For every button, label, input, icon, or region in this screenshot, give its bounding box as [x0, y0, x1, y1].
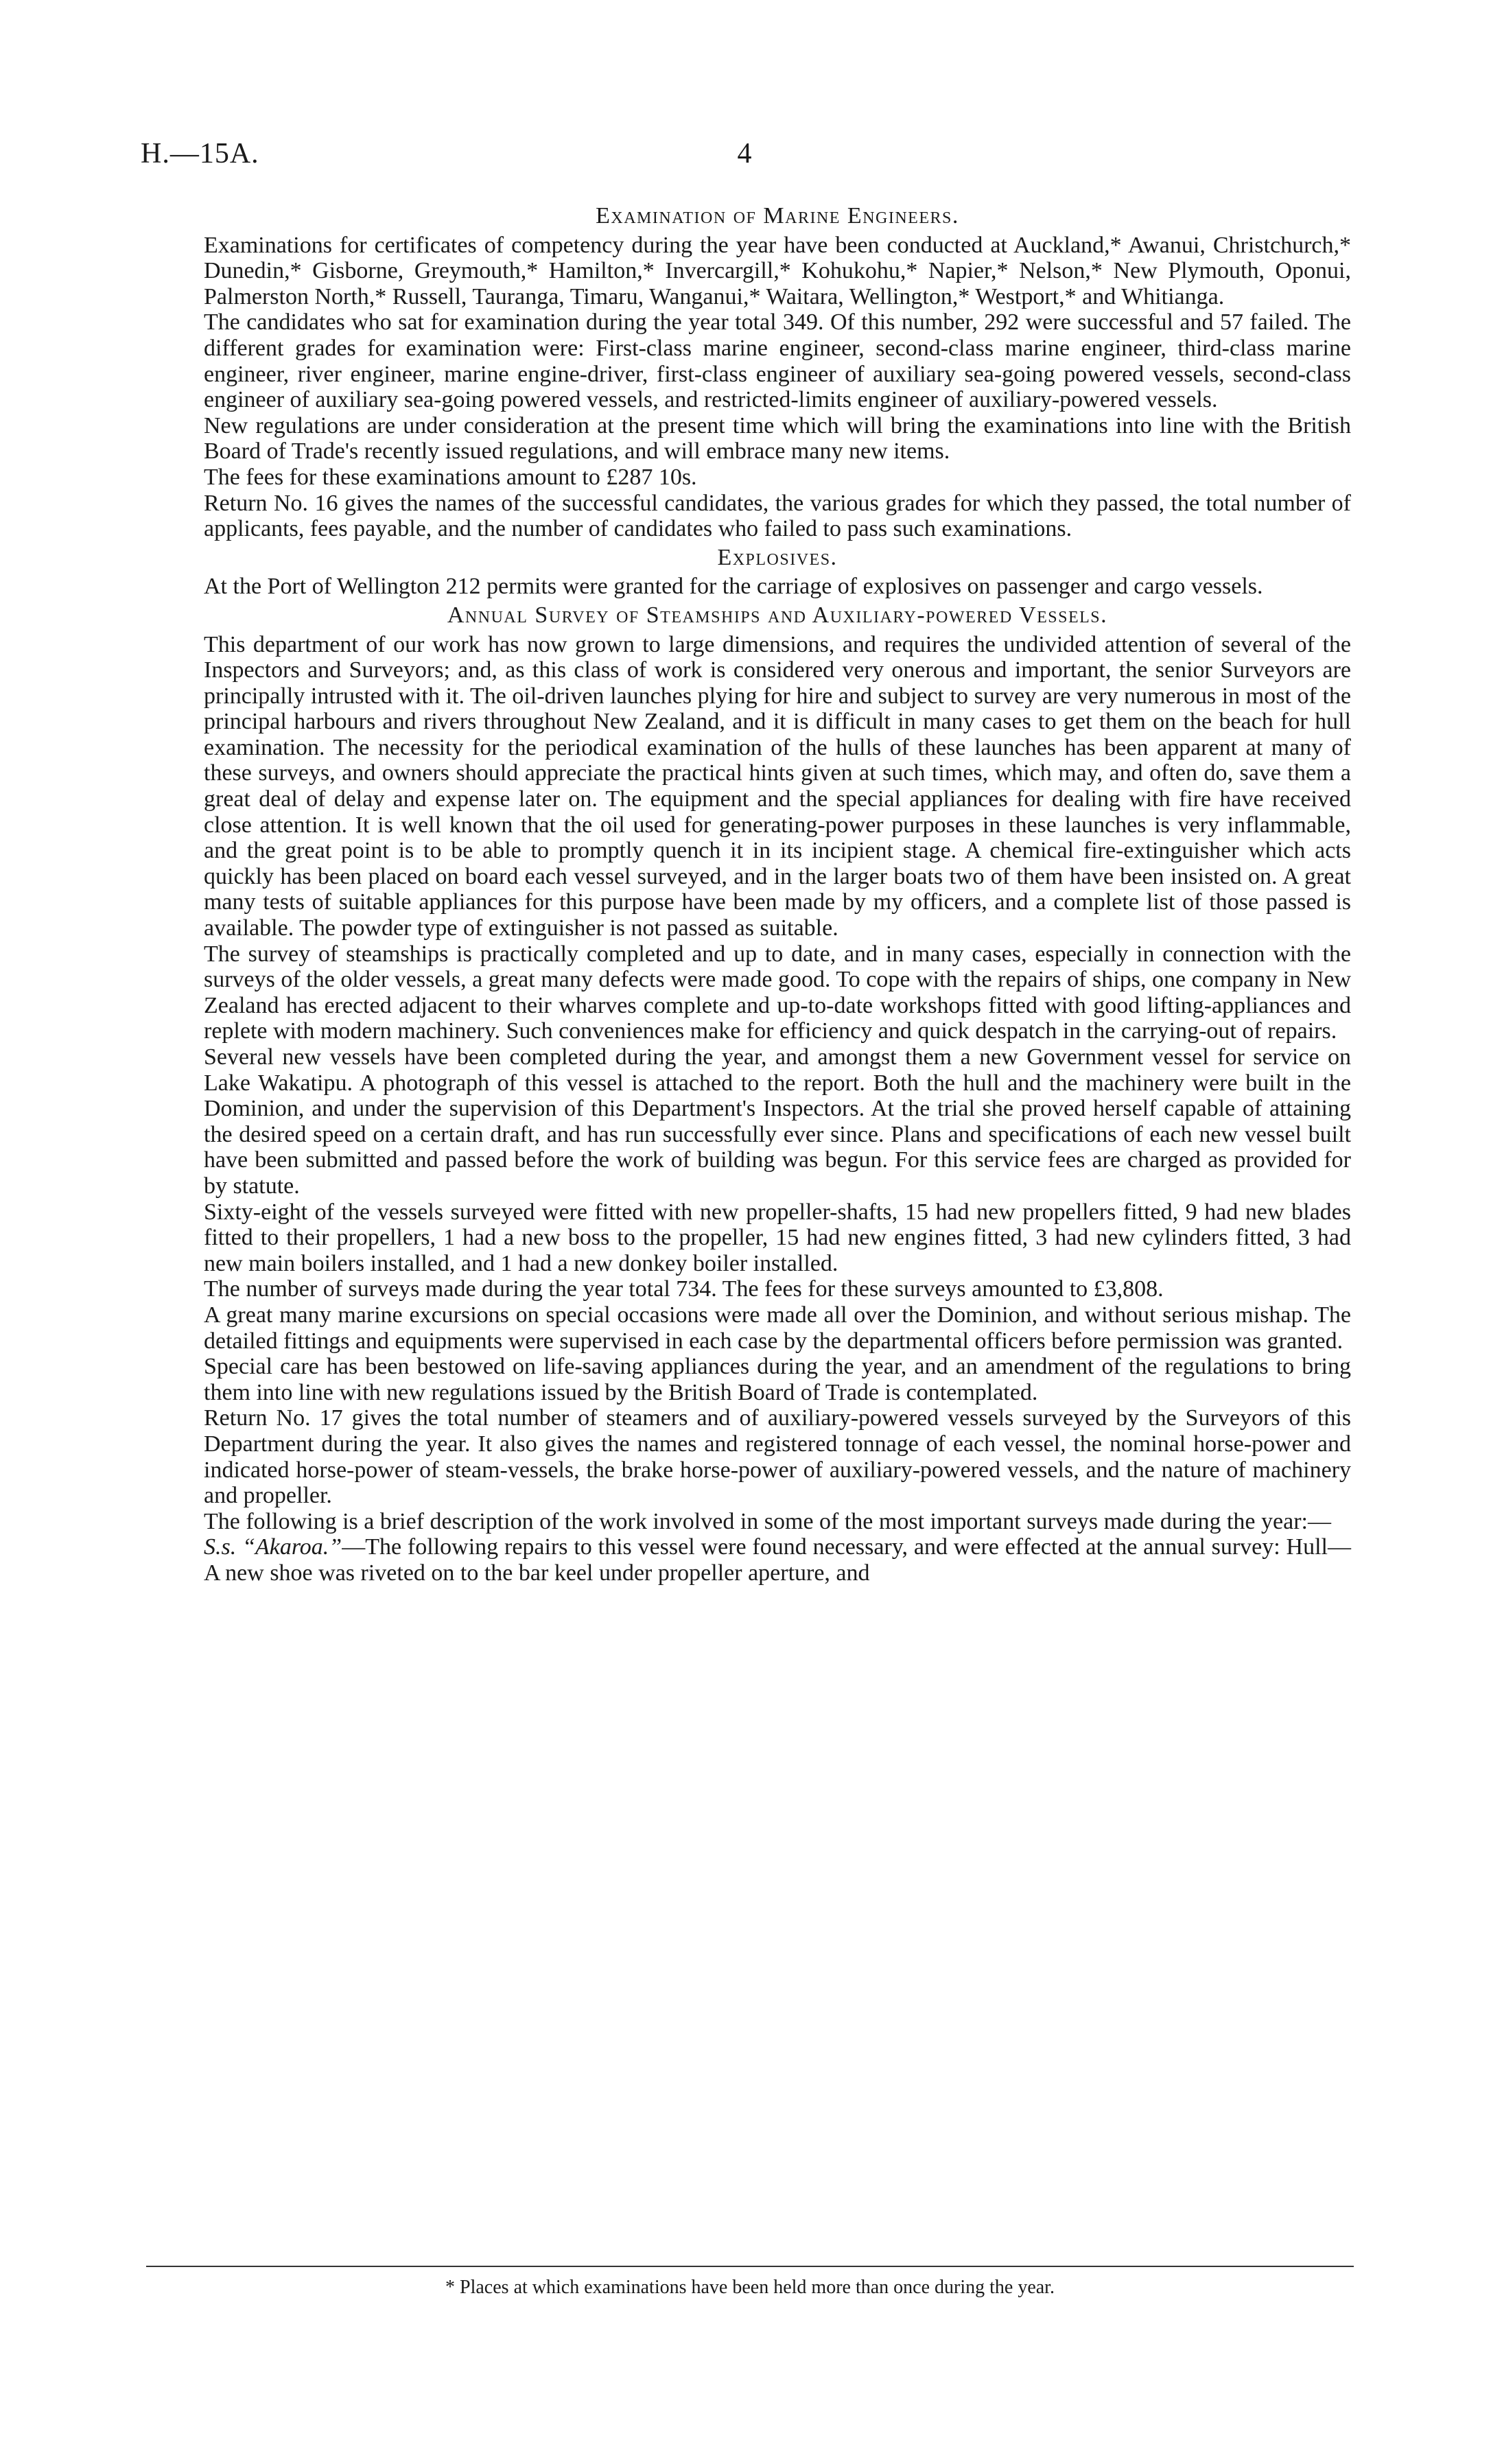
paragraph: Several new vessels have been completed during the year, and amongst them a new Government vessel for service on Lake Wakatipu. A photograph of this vessel is attached to the report. Both the hull and the machinery were built in the Dominion, and under the supervision of this Department's Inspectors. At the trial she proved herself capable of attaining the desired speed on a certain draft, and has run successfully ever since. Plans and specifications of each new vessel built have been submitted and passed before the work of building was begun. For this service fees are charged as provided for by statute.	[204, 1044, 1351, 1199]
paragraph: Examinations for certificates of competency during the year have been conducted at Auckland,* Awanui, Christchurch,* Dunedin,* Gisborne, Greymouth,* Hamilton,* Invercargill,* Kohukohu,* Napier,* Nelson,* New Plymouth, Oponui, Palmerston North,* Russell, Tauranga, Timaru, Wanganui,* Waitara, Wellington,* Westport,* and Whitianga.	[204, 232, 1351, 309]
paragraph	[204, 1534, 1351, 1586]
paragraph: Return No. 17 gives the total number of steamers and of auxiliary-powered vessels surveyed by the Surveyors of this Department during the year. It also gives the names and registered tonnage of each vessel, the nominal horse-power and indicated horse-power of steam-vessels, the brake horse-power of auxiliary-powered vessels, and the nature of machinery and propeller.	[204, 1405, 1351, 1509]
paragraph: The fees for these examinations amount to £287 10s.	[204, 464, 697, 490]
page-header	[141, 137, 1348, 178]
heading-marine-engineers: Examination of Marine Engineers.	[596, 203, 959, 228]
paragraph: The following is a brief description of the work involved in some of the most important surveys made during the year:—	[204, 1508, 1331, 1534]
paragraph: The number of surveys made during the year total 734. The fees for these surveys amounted to £3,808.	[204, 1276, 1164, 1302]
paragraph: The survey of steamships is practically completed and up to date, and in many cases, especially in connection with the surveys of the older vessels, a great many defects were made good. To cope with the repairs of ships, one company in New Zealand has erected adjacent to their wharves complete and up-to-date workshops fitted with good lifting-appliances and replete with modern machinery. Such conveniences make for efficiency and quick despatch in the carrying-out of repairs.	[204, 941, 1351, 1044]
heading-explosives: Explosives.	[717, 544, 838, 570]
paragraph-text: —The following repairs to this vessel were found necessary, and were effected at the annual survey: Hull—A new shoe was riveted on to the bar keel under propeller aperture, and	[204, 1534, 1351, 1586]
heading-annual-survey: Annual Survey of Steamships and Auxiliary-powered Vessels.	[447, 602, 1108, 628]
page-content	[204, 200, 1351, 1586]
paragraph: This department of our work has now grown to large dimensions, and requires the undivided attention of several of the Inspectors and Surveyors; and, as this class of work is considered very onerous and important, the senior Surveyors are principally intrusted with it. The oil-driven launches plying for hire and subject to survey are very numerous in most of the principal harbours and rivers throughout New Zealand, and it is difficult in many cases to get them on the beach for hull examination. The necessity for the periodical examination of the hulls of these launches has been apparent at many of these surveys, and owners should appreciate the practical hints given at such times, which may, and often do, save them a great deal of delay and expense later on. The equipment and the special appliances for dealing with fire have received close attention. It is well known that the oil used for generating-power purposes in these launches is very inflammable, and the great point is to be able to promptly quench it in its incipient stage. A chemical fire-extinguisher which acts quickly has been placed on board each vessel surveyed, and in the larger boats two of them have been insisted on. A great many tests of suitable appliances for this purpose have been made by my officers, and a complete list of those passed is available. The powder type of extinguisher is not passed as suitable.	[204, 631, 1351, 941]
paragraph: New regulations are under consideration at the present time which will bring the examinations into line with the British Board of Trade's recently issued regulations, and will embrace many new items.	[204, 412, 1351, 465]
page-number: 4	[737, 138, 752, 169]
paragraph: A great many marine excursions on special occasions were made all over the Dominion, and without serious mishap. The detailed fittings and equipments were supervised in each case by the departmental officers before permission was granted.	[204, 1302, 1351, 1354]
vessel-name: S.s. “Akaroa.”	[204, 1534, 342, 1560]
report-reference: H.—15A.	[141, 138, 259, 169]
paragraph: Return No. 16 gives the names of the successful candidates, the various grades for which they passed, the total number of applicants, fees payable, and the number of candidates who failed to pass such examinations.	[204, 490, 1351, 542]
paragraph: Sixty-eight of the vessels surveyed were fitted with new propeller-shafts, 15 had new propellers fitted, 9 had new blades fitted to their propellers, 1 had a new boss to the propeller, 15 had new engines fitted, 3 had new cylinders fitted, 3 had new main boilers installed, and 1 had a new donkey boiler installed.	[204, 1199, 1351, 1276]
paragraph: At the Port of Wellington 212 permits were granted for the carriage of explosives on passenger and cargo vessels.	[204, 574, 1263, 600]
paragraph: The candidates who sat for examination during the year total 349. Of this number, 292 were successful and 57 failed. The different grades for examination were: First-class marine engineer, second-class marine engineer, third-class marine engineer, river engineer, marine engine-driver, first-class engineer of auxiliary sea-going powered vessels, second-class engineer of auxiliary sea-going powered vessels, and restricted-limits engineer of auxiliary-powered vessels.	[204, 309, 1351, 413]
paragraph: Special care has been bestowed on life-saving appliances during the year, and an amendment of the regulations to bring them into line with new regulations issued by the British Board of Trade is contemplated.	[204, 1354, 1351, 1405]
footnote: * Places at which examinations have been held more than once during the year.	[445, 2277, 1055, 2298]
footnote-rule	[146, 2266, 1354, 2267]
